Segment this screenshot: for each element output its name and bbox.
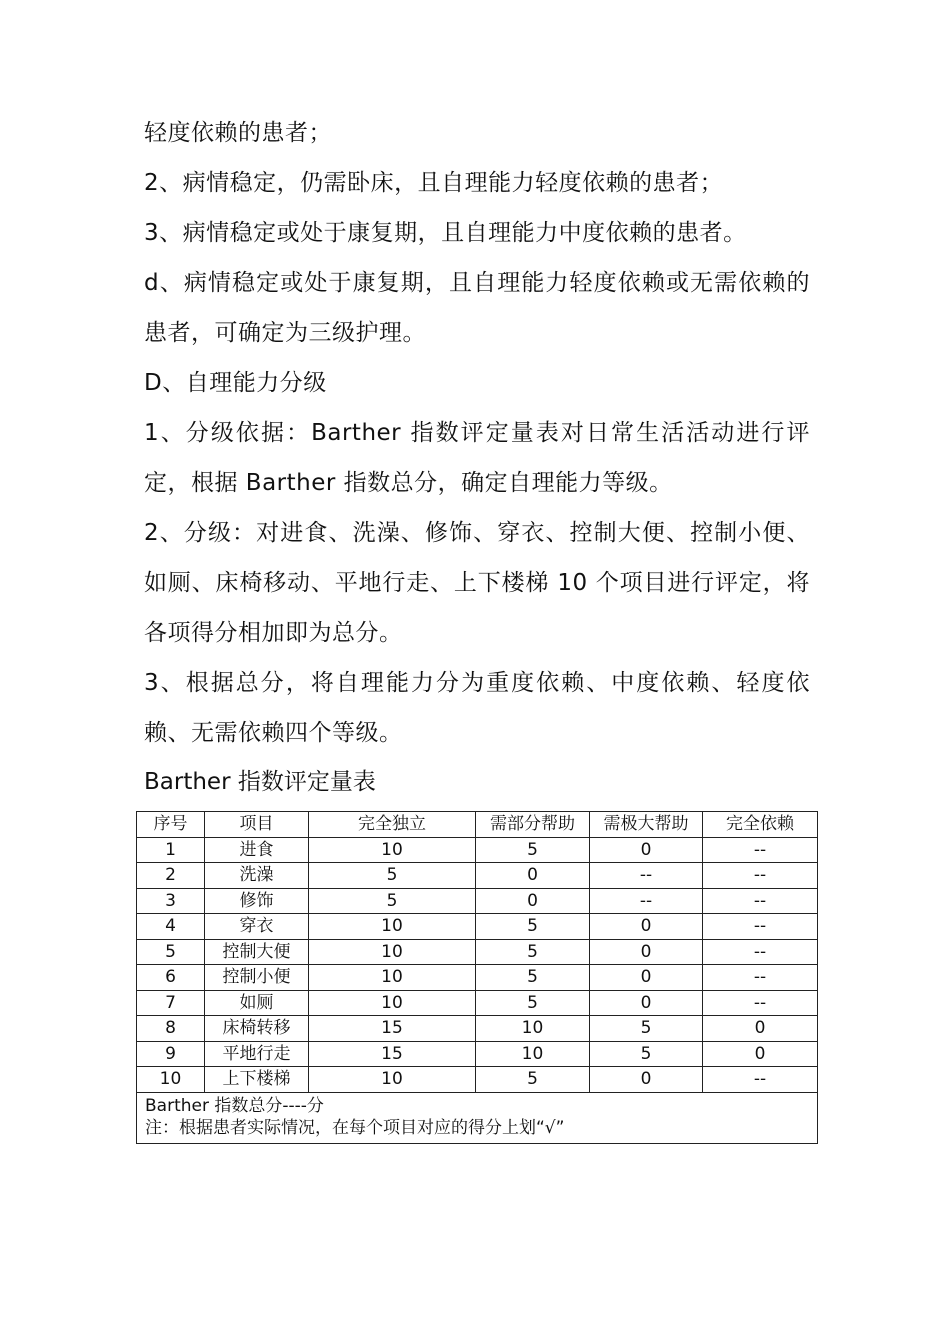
table-cell: 平地行走	[205, 1041, 309, 1067]
table-row	[137, 837, 818, 863]
paragraph-6: 1、分级依据：Barther 指数评定量表对日常生活活动进行评定，根据 Barther 指数总分，确定自理能力等级。	[144, 420, 810, 496]
table-cell: 0	[703, 1041, 818, 1067]
barther-index-table	[136, 811, 818, 1144]
body-text	[144, 108, 810, 758]
paragraph-2: 2、病情稳定，仍需卧床，且自理能力轻度依赖的患者；	[144, 170, 724, 196]
paragraph-8: 3、根据总分，将自理能力分为重度依赖、中度依赖、轻度依赖、无需依赖四个等级。	[144, 670, 810, 746]
table-cell: 5	[476, 1067, 590, 1093]
table-cell: 5	[309, 863, 476, 889]
table-row	[137, 990, 818, 1016]
table-cell: --	[590, 863, 703, 889]
table-row	[137, 939, 818, 965]
table-cell: 5	[137, 939, 205, 965]
table-cell: 2	[137, 863, 205, 889]
table-cell: 如厕	[205, 990, 309, 1016]
note-line: 注：根据患者实际情况，在每个项目对应的得分上划“√”	[145, 1117, 565, 1138]
table-row	[137, 1067, 818, 1093]
table-cell: --	[590, 888, 703, 914]
table-cell: 0	[590, 1067, 703, 1093]
table-cell: 5	[476, 914, 590, 940]
table-footer-row	[137, 1092, 818, 1143]
table-cell: 10	[476, 1016, 590, 1042]
header-cell: 需部分帮助	[476, 812, 590, 838]
table-cell: 5	[309, 888, 476, 914]
table-cell: --	[703, 837, 818, 863]
table-row	[137, 863, 818, 889]
header-cell: 项目	[205, 812, 309, 838]
table-cell: 10	[309, 965, 476, 991]
table-cell: 上下楼梯	[205, 1067, 309, 1093]
header-cell: 序号	[137, 812, 205, 838]
table-cell: 进食	[205, 837, 309, 863]
table-cell: --	[703, 1067, 818, 1093]
table-cell: 15	[309, 1016, 476, 1042]
table-cell: 0	[590, 914, 703, 940]
table-cell: 床椅转移	[205, 1016, 309, 1042]
table-cell: 5	[476, 990, 590, 1016]
table-header-row	[137, 812, 818, 838]
table-cell: 4	[137, 914, 205, 940]
table-cell: 0	[590, 965, 703, 991]
total-score-line: Barther 指数总分----分	[145, 1095, 324, 1116]
table-cell: 0	[590, 990, 703, 1016]
paragraph-4: d、病情稳定或处于康复期，且自理能力轻度依赖或无需依赖的患者，可确定为三级护理。	[144, 270, 810, 346]
table-cell: --	[703, 939, 818, 965]
table-cell: --	[703, 965, 818, 991]
table-cell: 8	[137, 1016, 205, 1042]
table-cell: 10	[309, 1067, 476, 1093]
table-cell: 10	[309, 837, 476, 863]
table-cell: 控制小便	[205, 965, 309, 991]
table-cell: 0	[476, 863, 590, 889]
table-cell: 3	[137, 888, 205, 914]
table-cell: --	[703, 990, 818, 1016]
table-cell: 0	[590, 837, 703, 863]
table-cell: 5	[476, 965, 590, 991]
table-row	[137, 1041, 818, 1067]
table-cell: 洗澡	[205, 863, 309, 889]
table-cell: 9	[137, 1041, 205, 1067]
table-cell: 控制大便	[205, 939, 309, 965]
paragraph-7: 2、分级：对进食、洗澡、修饰、穿衣、控制大便、控制小便、如厕、床椅移动、平地行走、上下楼梯 10 个项目进行评定，将各项得分相加即为总分。	[144, 520, 810, 646]
header-cell: 完全依赖	[703, 812, 818, 838]
table-cell: --	[703, 863, 818, 889]
table-cell: --	[703, 888, 818, 914]
table-cell: 10	[137, 1067, 205, 1093]
table-footer	[137, 1092, 818, 1143]
table-cell: 0	[476, 888, 590, 914]
table-cell: 10	[309, 939, 476, 965]
table-cell: 5	[590, 1041, 703, 1067]
table-cell: 修饰	[205, 888, 309, 914]
table-cell: 5	[476, 837, 590, 863]
table-cell: 0	[703, 1016, 818, 1042]
table-cell: 7	[137, 990, 205, 1016]
table-cell: --	[703, 914, 818, 940]
table-cell: 6	[137, 965, 205, 991]
table-row	[137, 888, 818, 914]
header-cell: 完全独立	[309, 812, 476, 838]
paragraph-3: 3、病情稳定或处于康复期，且自理能力中度依赖的患者。	[144, 220, 747, 246]
table-cell: 穿衣	[205, 914, 309, 940]
table-cell: 5	[476, 939, 590, 965]
table-cell: 15	[309, 1041, 476, 1067]
table-row	[137, 965, 818, 991]
table-row	[137, 1016, 818, 1042]
table-title: Barther 指数评定量表	[144, 769, 376, 795]
header-cell: 需极大帮助	[590, 812, 703, 838]
table-cell: 5	[590, 1016, 703, 1042]
section-heading: D、自理能力分级	[144, 370, 327, 396]
table-cell: 10	[476, 1041, 590, 1067]
table-cell: 1	[137, 837, 205, 863]
table-row	[137, 914, 818, 940]
table-cell: 10	[309, 914, 476, 940]
table-cell: 0	[590, 939, 703, 965]
paragraph-1: 轻度依赖的患者；	[144, 120, 332, 146]
table-cell: 10	[309, 990, 476, 1016]
